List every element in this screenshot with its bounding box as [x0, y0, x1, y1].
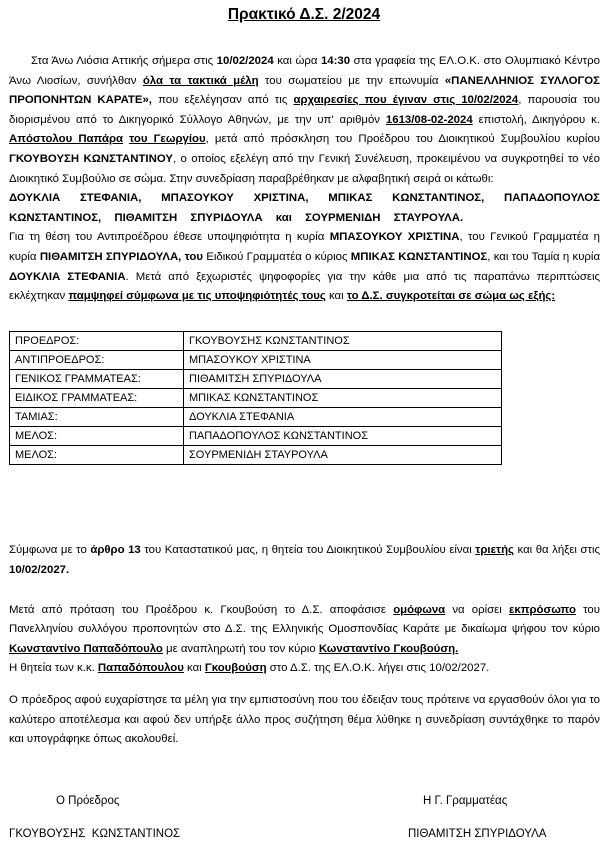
- all-members-phrase: όλα τα τακτικά μέλη: [142, 74, 259, 87]
- role-cell: ΜΕΛΟΣ:: [10, 446, 184, 465]
- text: Στα Άνω Λιόσια Αττικής σήμερα στις: [31, 55, 217, 67]
- text: και θα λήξει στις: [513, 544, 601, 556]
- name-cell: ΜΠΙΚΑΣ ΚΩΝΣΤΑΝΤΙΝΟΣ: [184, 389, 502, 408]
- representative-short: Παπαδόπουλου: [97, 661, 184, 674]
- text: να ορίσει: [445, 604, 509, 616]
- text: με αναπληρωτή του τον κύριο: [162, 642, 319, 655]
- text: του Καταστατικού μας, η θητεία του Διοικητικού Συμβουλίου είναι: [140, 544, 476, 556]
- unanimous-phrase: παμψηφεί σύμφωνα με τις υποψηφιότητές τους: [68, 290, 326, 303]
- text: Η θητεία των κ.κ.: [9, 661, 98, 674]
- attendees-list: ΔΟΥΚΛΙΑ ΣΤΕΦΑΝΙΑ, ΜΠΑΣΟΥΚΟΥ ΧΡΙΣΤΙΝΑ, ΜΠΙΚΑΣ ΚΩΝΣΤΑΝΤΙΝΟΣ, ΠΑΠΑΔΟΠΟΥΛΟΣ ΚΩΝΣΤΑΝΤΙΝΟΣ, ΠΙΘΑΜΙΤΣΗ ΣΠΥΡΙΔΟΥΛΑ και ΣΟΥΡΜΕΝΙΔΗ ΣΤΑΥΡΟΥΛΑ.: [9, 192, 600, 224]
- unanimously-word: ομόφωνα: [393, 604, 446, 616]
- lawyer-name: Απόστολου Παπάρα: [9, 133, 123, 146]
- alternate-name: Κωνσταντίνο Γκουβούση.: [318, 642, 459, 655]
- role-cell: ΑΝΤΙΠΡΟΕΔΡΟΣ:: [10, 351, 184, 370]
- text: του σωματείου με την επωνυμία: [258, 74, 445, 87]
- representative-name: Κωνσταντίνο Παπαδόπουλο: [9, 642, 163, 655]
- ss-candidate: ΜΠΙΚΑΣ ΚΩΝΣΤΑΝΤΙΝΟΣ: [350, 250, 488, 263]
- president-signature-name: ΓΚΟΥΒΟΥΣΗΣ ΚΩΝΣΤΑΝΤΙΝΟΣ: [9, 828, 181, 840]
- text: και ώρα: [273, 55, 321, 67]
- name-cell: ΜΠΑΣΟΥΚΟΥ ΧΡΙΣΤΙΝΑ: [184, 351, 502, 370]
- term-end-date: 10/02/2027.: [9, 563, 70, 576]
- gs-candidate: ΠΙΘΑΜΙΤΣΗ ΣΠΥΡΙΔΟΥΛΑ, του: [39, 250, 203, 263]
- name-cell: ΔΟΥΚΛΙΑ ΣΤΕΦΑΝΙΑ: [184, 408, 502, 427]
- secretary-signature-name: ΠΙΘΑΜΙΤΣΗ ΣΠΥΡΙΔΟΥΛΑ: [408, 828, 547, 840]
- text: , μετά από πρόσκληση του Προέδρου του Διοικητικού Συμβουλίου κυρίου: [205, 133, 601, 146]
- table-row: [10, 389, 502, 408]
- text: , του Γενικού Γραμματέα η κυρία: [9, 231, 600, 263]
- text: επιστολή, Δικηγόρου κ.: [472, 113, 600, 126]
- table-row: [10, 446, 502, 465]
- text: , ο οποίος εξελέγη από την Γενική Συνέλευση, προκειμένου να συγκροτηθεί το νέο Διοικητικό Συμβούλιο σε σώμα. Στην συνεδρίαση παραβρέθηκαν με αλφαβητική σειρά οι κάτωθι:: [9, 152, 600, 185]
- text: του Πανελληνίου συλλόγου προπονητών στο Δ.Σ. της Ελληνικής Ομοσπονδίας Καράτε με δικαίωμα ψήφου τον κύριο: [9, 604, 600, 636]
- table-row: [10, 408, 502, 427]
- elections-phrase: αρχαιρεσίες που έγιναν στις 10/02/2024: [293, 94, 519, 107]
- text: Σύμφωνα με το: [9, 544, 91, 556]
- text: στα γραφεία της ΕΛ.Ο.Κ. στο Ολυμπιακό Κέντρο Άνω Λιοσίων, συνήλθαν: [9, 55, 600, 87]
- association-name: «ΠΑΝΕΛΛΗΝΙΟΣ ΣΥΛΛΟΓΟΣ ΠΡΟΠΟΝΗΤΩΝ ΚΑΡΑΤΕ»,: [9, 74, 600, 107]
- role-cell: ΕΙΔΙΚΟΣ ΓΡΑΜΜΑΤΕΑΣ:: [10, 389, 184, 408]
- table-row: [10, 370, 502, 389]
- text: Για τη θέση του Αντιπροέδρου έθεσε υποψηφιότητα η κυρία: [9, 231, 330, 244]
- text: , παρουσία του διορισμένου από το Δικηγορικό Σύλλογο Αθηνών, με την υπ' αριθμόν: [9, 94, 600, 126]
- representative-word: εκπρόσωπο: [508, 604, 576, 616]
- table-row: [10, 332, 502, 351]
- secretary-signature-title: Η Γ. Γραμματέας: [423, 795, 508, 807]
- lawyer-father-name: του Γεωργίου: [129, 133, 206, 146]
- paragraph-meeting-intro: [9, 52, 600, 307]
- document-title: Πρακτικό Δ.Σ. 2/2024: [227, 6, 381, 23]
- text: Μετά από πρόταση του Προέδρου κ. Γκουβούση το Δ.Σ. αποφάσισε: [9, 604, 394, 616]
- meeting-date: 10/02/2024: [216, 55, 274, 67]
- vp-candidate: ΜΠΑΣΟΥΚΟΥ ΧΡΙΣΤΙΝΑ: [329, 231, 460, 244]
- paragraph-representative: [9, 601, 600, 678]
- president-signature-title: Ο Πρόεδρος: [56, 795, 120, 807]
- role-cell: ΤΑΜΙΑΣ:: [10, 408, 184, 427]
- text: και: [325, 290, 347, 303]
- name-cell: ΣΟΥΡΜΕΝΙΔΗ ΣΤΑΥΡΟΥΛΑ: [184, 446, 502, 465]
- role-cell: ΠΡΟΕΔΡΟΣ:: [10, 332, 184, 351]
- text: . Μετά από ξεχωριστές ψηφοφορίες για την κάθε μια από τις παραπάνω περιπτώσεις εκλέχτηκαν: [9, 270, 600, 303]
- role-cell: ΜΕΛΟΣ:: [10, 427, 184, 446]
- term-length: τριετής: [475, 544, 514, 556]
- text: Ειδικού Γραμματέα ο κύριος: [202, 250, 351, 263]
- board-formed-phrase: το Δ.Σ. συγκροτείται σε σώμα ως εξής:: [346, 290, 556, 303]
- table-row: [10, 427, 502, 446]
- president-name: ΓΚΟΥΒΟΥΣΗ ΚΩΝΣΤΑΝΤΙΝΟΥ: [9, 152, 173, 165]
- text: που εξελέγησαν από τις: [151, 94, 294, 107]
- meeting-time: 14:30: [320, 55, 351, 67]
- text: , και του Ταμία η κυρία: [487, 250, 601, 263]
- article-ref: άρθρο 13: [90, 544, 141, 556]
- text: και: [183, 661, 205, 674]
- paragraph-term: [9, 541, 600, 580]
- text: στο Δ.Σ. της ΕΛ.Ο.Κ. λήγει στις 10/02/2027.: [266, 661, 490, 674]
- name-cell: ΓΚΟΥΒΟΥΣΗΣ ΚΩΝΣΤΑΝΤΙΝΟΣ: [184, 332, 502, 351]
- role-cell: ΓΕΝΙΚΟΣ ΓΡΑΜΜΑΤΕΑΣ:: [10, 370, 184, 389]
- board-composition-table: [9, 331, 502, 465]
- table-row: [10, 351, 502, 370]
- letter-number: 1613/08-02-2024: [385, 113, 473, 126]
- name-cell: ΠΑΠΑΔΟΠΟΥΛΟΣ ΚΩΝΣΤΑΝΤΙΝΟΣ: [184, 427, 502, 446]
- alternate-short: Γκουβούση: [204, 661, 267, 674]
- name-cell: ΠΙΘΑΜΙΤΣΗ ΣΠΥΡΙΔΟΥΛΑ: [184, 370, 502, 389]
- treasurer-candidate: ΔΟΥΚΛΙΑ ΣΤΕΦΑΝΙΑ: [9, 270, 126, 283]
- paragraph-closing: Ο πρόεδρος αφού ευχαρίστησε τα μέλη για την εμπιστοσύνη που του έδειξαν τους πρότεινε να εργασθούν όλοι για το καλύτερο αποτέλεσμα και αφού δεν υπήρξε άλλο προς συζήτηση θέμα λύθηκε η συνεδρίαση συντάχθηκε το παρόν και υπογράφηκε όπως ακολουθεί.: [9, 694, 600, 746]
